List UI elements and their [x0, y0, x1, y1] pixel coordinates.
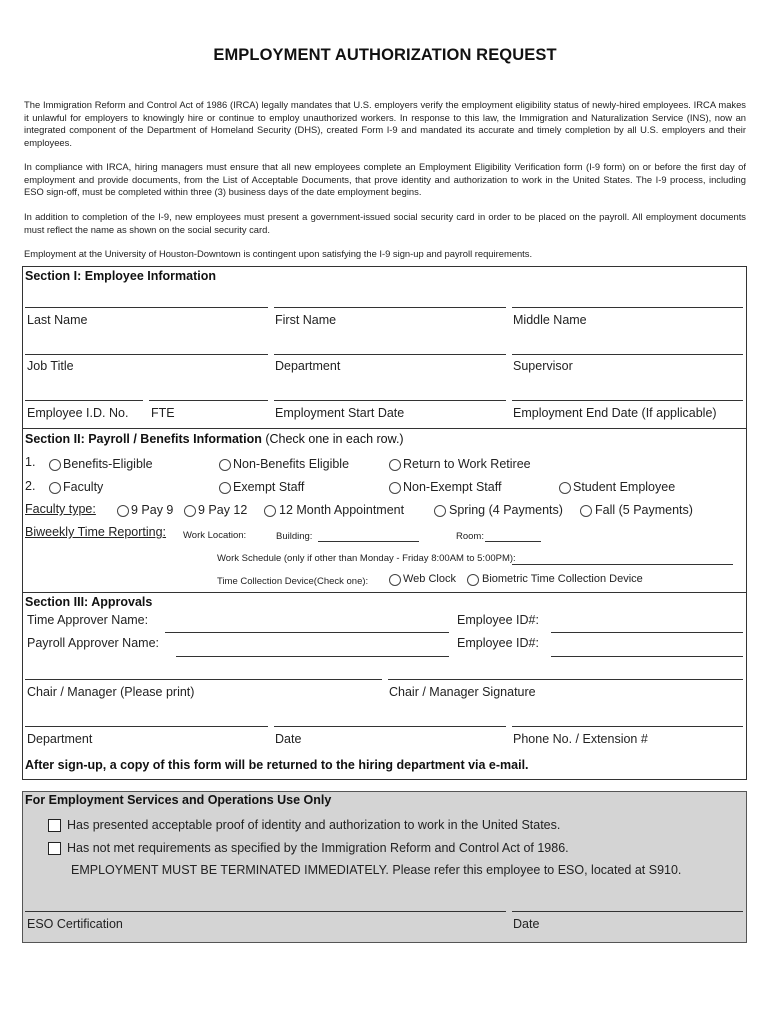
fall-payments-label: Fall (5 Payments) [595, 503, 693, 517]
twelve-month-radio[interactable] [264, 505, 276, 517]
phone-extension-label: Phone No. / Extension # [513, 732, 648, 746]
faculty-radio[interactable] [49, 482, 61, 494]
section-divider [22, 428, 747, 429]
intro-paragraph-3: In addition to completion of the I-9, new employees must present a government-issued social security card in order to be placed on the payroll. All employment documents must reflect the name as shown on the social security card. [24, 211, 746, 235]
middle-name-field[interactable] [512, 307, 743, 308]
phone-extension-field[interactable] [512, 726, 743, 727]
section-divider [22, 592, 747, 593]
nine-pay-nine-label: 9 Pay 9 [131, 503, 174, 517]
chair-manager-print-label: Chair / Manager (Please print) [27, 685, 195, 699]
web-clock-radio[interactable] [389, 574, 401, 586]
section-1-title: Section I: Employee Information [25, 269, 216, 283]
nine-pay-nine-radio[interactable] [117, 505, 129, 517]
exempt-staff-label: Exempt Staff [233, 480, 305, 494]
return-to-work-retiree-radio[interactable] [389, 459, 401, 471]
intro-paragraph-2: In compliance with IRCA, hiring managers must ensure that all new employees complete an Employment Eligibility Verification form (I-9 form) on or before the first day of employment and provide documents, from the List of Acceptable Documents, that prove identity and authorization to work in the United States. The I-9 process, including ESO sign-off, must be completed within three (3) business days of the date employment begins. [24, 161, 746, 198]
biweekly-time-reporting-label: Biweekly Time Reporting: [25, 525, 167, 539]
non-exempt-staff-radio[interactable] [389, 482, 401, 494]
student-employee-label: Student Employee [573, 480, 676, 494]
eso-date-field[interactable] [512, 911, 743, 912]
supervisor-label: Supervisor [513, 359, 573, 373]
start-date-field[interactable] [274, 400, 506, 401]
time-approver-label: Time Approver Name: [27, 613, 149, 627]
proof-of-identity-checkbox[interactable] [48, 819, 61, 832]
payroll-approver-employee-id-label: Employee ID#: [457, 636, 539, 650]
first-name-label: First Name [275, 313, 337, 327]
approval-date-field[interactable] [274, 726, 506, 727]
last-name-field[interactable] [25, 307, 268, 308]
requirements-not-met-checkbox[interactable] [48, 842, 61, 855]
row-1-number: 1. [25, 455, 36, 469]
exempt-staff-radio[interactable] [219, 482, 231, 494]
benefits-eligible-label: Benefits-Eligible [63, 457, 153, 471]
chair-manager-signature-label: Chair / Manager Signature [389, 685, 536, 699]
web-clock-label: Web Clock [403, 573, 456, 585]
non-exempt-staff-label: Non-Exempt Staff [403, 480, 502, 494]
payroll-approver-field[interactable] [176, 656, 449, 657]
eso-date-label: Date [513, 917, 540, 931]
job-title-label: Job Title [27, 359, 74, 373]
requirements-not-met-label: Has not met requirements as specified by the Immigration Reform and Control Act of 1986. [67, 841, 569, 855]
time-approver-employee-id-label: Employee ID#: [457, 613, 539, 627]
room-field[interactable] [485, 541, 541, 542]
chair-manager-print-field[interactable] [25, 679, 382, 680]
fall-payments-radio[interactable] [580, 505, 592, 517]
work-location-label: Work Location: [183, 530, 247, 541]
department-field[interactable] [274, 354, 506, 355]
intro-paragraph-4: Employment at the University of Houston-Downtown is contingent upon satisfying the I-9 sign-up and payroll requirements. [24, 248, 533, 259]
fte-field[interactable] [149, 400, 268, 401]
start-date-label: Employment Start Date [275, 406, 405, 420]
proof-of-identity-label: Has presented acceptable proof of identity and authorization to work in the United States. [67, 818, 561, 832]
eso-certification-label: ESO Certification [27, 917, 123, 931]
time-approver-employee-id-field[interactable] [551, 632, 743, 633]
fte-label: FTE [151, 406, 175, 420]
approval-department-label: Department [27, 732, 93, 746]
supervisor-field[interactable] [512, 354, 743, 355]
termination-notice: EMPLOYMENT MUST BE TERMINATED IMMEDIATELY. Please refer this employee to ESO, located at S910. [71, 863, 682, 877]
non-benefits-eligible-radio[interactable] [219, 459, 231, 471]
return-to-work-retiree-label: Return to Work Retiree [403, 457, 531, 471]
first-name-field[interactable] [274, 307, 506, 308]
student-employee-radio[interactable] [559, 482, 571, 494]
job-title-field[interactable] [25, 354, 268, 355]
intro-paragraph-1: The Immigration Reform and Control Act of 1986 (IRCA) legally mandates that U.S. employers verify the employment eligibility status of newly-hired employees. IRCA makes it unlawful for employers to knowingly hire or continue to employ unauthorized workers. In response to this law, the Immigration and Naturalization Service (INS), now an integrated component of the Department of Homeland Security (DHS), created Form I-9 and mandated its accurate and timely completion by all U.S. employers and their employees. [24, 99, 746, 148]
work-schedule-label: Work Schedule (only if other than Monday - Friday 8:00AM to 5:00PM): [217, 553, 516, 564]
end-date-label: Employment End Date (If applicable) [513, 406, 717, 420]
page-title: EMPLOYMENT AUTHORIZATION REQUEST [213, 46, 557, 64]
faculty-type-label: Faculty type: [25, 502, 96, 516]
building-label: Building: [276, 531, 313, 542]
eso-title: For Employment Services and Operations Use Only [25, 793, 332, 807]
section-3-title: Section III: Approvals [25, 595, 153, 609]
non-benefits-eligible-label: Non-Benefits Eligible [233, 457, 350, 471]
approval-department-field[interactable] [25, 726, 268, 727]
work-schedule-field[interactable] [512, 564, 733, 565]
chair-manager-signature-field[interactable] [388, 679, 743, 680]
payroll-approver-employee-id-field[interactable] [551, 656, 743, 657]
payroll-approver-label: Payroll Approver Name: [27, 636, 160, 650]
twelve-month-label: 12 Month Appointment [279, 503, 405, 517]
employee-id-label: Employee I.D. No. [27, 406, 129, 420]
building-field[interactable] [318, 541, 419, 542]
nine-pay-twelve-label: 9 Pay 12 [198, 503, 248, 517]
biometric-device-radio[interactable] [467, 574, 479, 586]
row-2-number: 2. [25, 479, 36, 493]
approval-date-label: Date [275, 732, 302, 746]
end-date-field[interactable] [512, 400, 743, 401]
biometric-device-label: Biometric Time Collection Device [482, 573, 643, 585]
section-2-title: Section II: Payroll / Benefits Information (Check one in each row.) [25, 432, 404, 446]
middle-name-label: Middle Name [513, 313, 587, 327]
time-approver-field[interactable] [165, 632, 449, 633]
return-copy-note: After sign-up, a copy of this form will be returned to the hiring department via e-mail. [25, 758, 529, 772]
spring-payments-radio[interactable] [434, 505, 446, 517]
eso-certification-field[interactable] [25, 911, 506, 912]
spring-payments-label: Spring (4 Payments) [449, 503, 563, 517]
employee-id-field[interactable] [25, 400, 143, 401]
faculty-label: Faculty [63, 480, 104, 494]
department-label: Department [275, 359, 341, 373]
time-collection-device-label: Time Collection Device(Check one): [217, 576, 369, 587]
last-name-label: Last Name [27, 313, 88, 327]
main-form-box [22, 266, 747, 780]
room-label: Room: [456, 531, 484, 542]
benefits-eligible-radio[interactable] [49, 459, 61, 471]
nine-pay-twelve-radio[interactable] [184, 505, 196, 517]
